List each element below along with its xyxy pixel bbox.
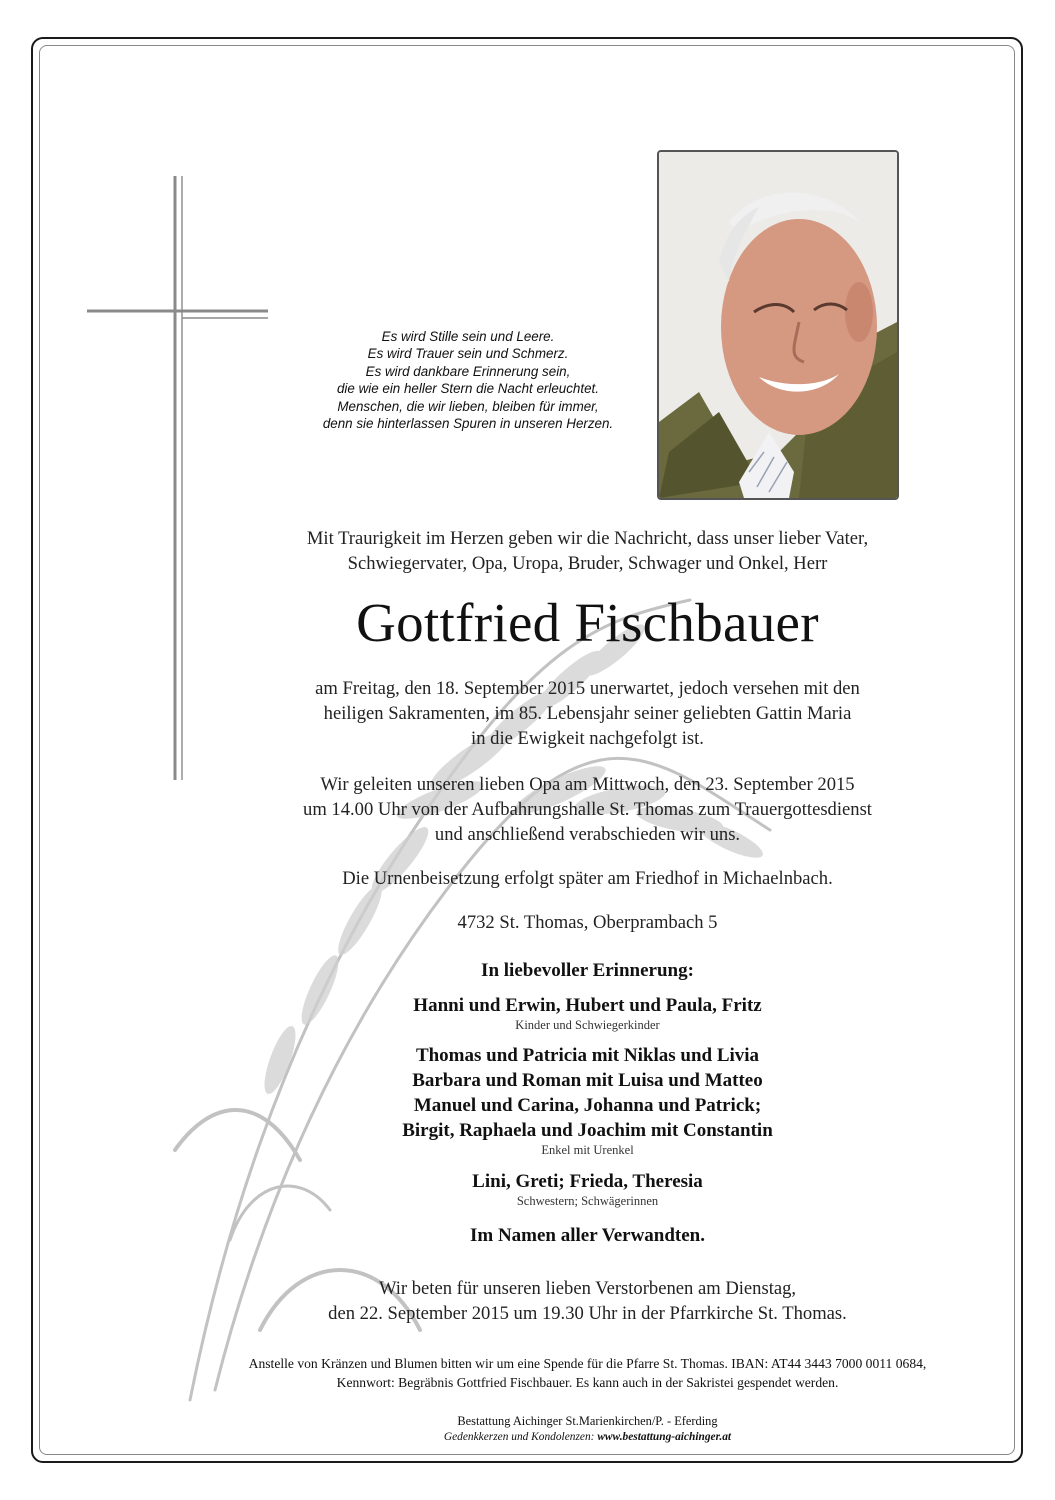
poem-line: Es wird Stille sein und Leere. (381, 329, 555, 344)
family-names: Birgit, Raphaela und Joachim mit Constantin (402, 1120, 773, 1141)
family-relation: Enkel mit Urenkel (541, 1143, 634, 1157)
family-relation: Schwestern; Schwägerinnen (516, 1194, 659, 1208)
passing-line: heiligen Sakramenten, im 85. Lebensjahr seiner geliebten Gattin Maria (323, 703, 852, 724)
passing-line: in die Ewigkeit nachgefolgt ist. (471, 728, 704, 749)
poem-line: die wie ein heller Stern die Nacht erleuchtet. (336, 381, 599, 397)
portrait-photo-icon (659, 152, 897, 498)
family-relation: Kinder und Schwiegerkinder (515, 1018, 660, 1032)
condolence-line (120, 1429, 1055, 1445)
intro-line: Schwiegervater, Opa, Uropa, Bruder, Schwager und Onkel, Herr (347, 553, 828, 574)
funeral-line: und anschließend verabschieden wir uns. (434, 824, 741, 845)
prayer-line: Wir beten für unseren lieben Verstorbenen am Dienstag, (378, 1278, 797, 1299)
funeral-line: Wir geleiten unseren lieben Opa am Mittwoch, den 23. September 2015 (320, 774, 855, 795)
family-names: Hanni und Erwin, Hubert und Paula, Fritz (413, 995, 762, 1016)
footer (120, 1413, 1055, 1445)
poem (280, 328, 656, 432)
family-siblings (120, 1169, 1055, 1209)
urn-text: Die Urnenbeisetzung erfolgt später am Friedhof in Michaelnbach. (342, 868, 833, 889)
family-names: Thomas und Patricia mit Niklas und Livia (415, 1045, 760, 1066)
family-names: Manuel und Carina, Johanna und Patrick; (413, 1095, 762, 1116)
passing-line: am Freitag, den 18. September 2015 unerwartet, jedoch versehen mit den (315, 678, 860, 699)
poem-line: Es wird Trauer sein und Schmerz. (367, 346, 569, 362)
poem-line: Es wird dankbare Erinnerung sein, (365, 363, 571, 379)
family-grandchildren (120, 1043, 1055, 1158)
passing-text (120, 676, 1055, 751)
prayer-text (120, 1276, 1055, 1326)
deceased-name: Gottfried Fischbauer (356, 592, 819, 653)
condolence-label: Gedenkkerzen und Kondolenzen: (443, 1431, 595, 1443)
family-names: Lini, Greti; Frieda, Theresia (472, 1171, 703, 1192)
website-link[interactable]: www.bestattung-aichinger.at (597, 1431, 732, 1443)
intro-text (120, 526, 1055, 576)
address: 4732 St. Thomas, Oberprambach 5 (457, 912, 718, 933)
donation-line: Anstelle von Kränzen und Blumen bitten wir um eine Spende für die Pfarre St. Thomas. IBAN: AT44 3443 7000 0011 0684, (248, 1356, 927, 1371)
undertaker-name: Bestattung Aichinger St.Marienkirchen/P. - Eferding (457, 1414, 718, 1428)
funeral-text (120, 772, 1055, 847)
donation-line: Kennwort: Begräbnis Gottfried Fischbauer. Es kann auch in der Sakristei gespendet werden. (336, 1375, 839, 1390)
family-children (120, 993, 1055, 1033)
poem-line: Menschen, die wir lieben, bleiben für immer, (337, 398, 599, 414)
poem-line: denn sie hinterlassen Spuren in unseren Herzen. (322, 416, 614, 432)
remembrance-heading: In liebevoller Erinnerung: (481, 960, 694, 981)
prayer-line: den 22. September 2015 um 19.30 Uhr in der Pfarrkirche St. Thomas. (328, 1303, 847, 1324)
family-names: Barbara und Roman mit Luisa und Matteo (412, 1070, 763, 1091)
intro-line: Mit Traurigkeit im Herzen geben wir die Nachricht, dass unser lieber Vater, (306, 528, 869, 549)
portrait-photo (657, 150, 899, 500)
funeral-line: um 14.00 Uhr von der Aufbahrungshalle St. Thomas zum Trauergottesdienst (303, 799, 872, 820)
closing-line: Im Namen aller Verwandten. (469, 1225, 706, 1246)
donation-text (120, 1354, 1055, 1392)
